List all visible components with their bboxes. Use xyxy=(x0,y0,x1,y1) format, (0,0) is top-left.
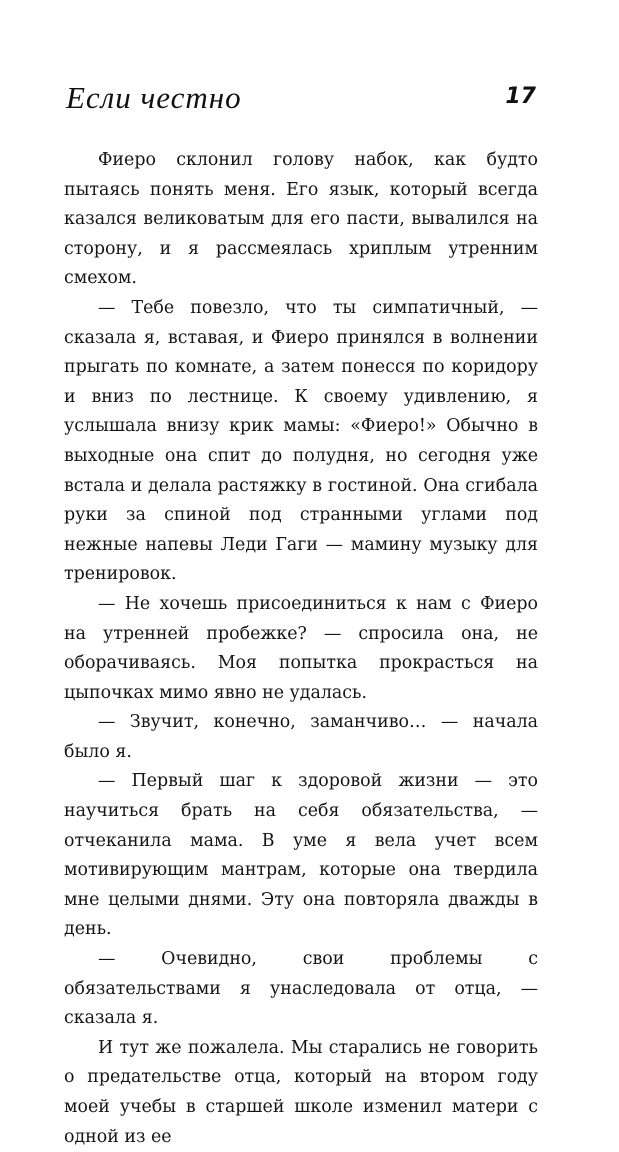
running-title: Если честно xyxy=(66,80,242,115)
paragraph: — Тебе повезло, что ты симпатичный, — сказала я, вставая, и Фиеро принялся в волнении прыгать по комнате, а затем понесся по коридору и вниз по лестнице. К своему удивлению, я услышала внизу крик мамы: «Фиеро!» Обычно в выходные она спит до полудня, но сегодня уже встала и делала растяжку в гостиной. Она сгибала руки за спиной под странными углами под нежные напевы Леди Гаги — мамину музыку для тренировок. xyxy=(64,297,538,585)
paragraph: И тут же пожалела. Мы старались не говорить о предательстве отца, который на втором году моей учебы в старшей школе изменил матери с одной из ее xyxy=(64,1037,538,1147)
paragraph: — Очевидно, свои проблемы с обязательствами я унаследовала от отца, — сказала я. xyxy=(64,949,538,1029)
page-header xyxy=(66,78,536,128)
paragraph: — Не хочешь присоединиться к нам с Фиеро на утренней пробежке? — спросила она, не оборачиваясь. Моя попытка прокрасться на цыпочках мимо явно не удалась. xyxy=(64,593,538,703)
page-number: 17 xyxy=(505,84,536,109)
paragraph: — Звучит, конечно, заманчиво… — начала было я. xyxy=(64,712,538,762)
paragraph: — Первый шаг к здоровой жизни — это научиться брать на себя обязательства, — отчеканила мама. В уме я вела учет всем мотивирующим мантрам, которые она твердила мне целыми днями. Эту она повторяла дважды в день. xyxy=(64,771,538,940)
body-text xyxy=(64,146,538,1152)
paragraph: Фиеро склонил голову набок, как будто пытаясь понять меня. Его язык, который всегда казался великоватым для его пасти, вывалился на сторону, и я рассмеялась хриплым утренним смехом. xyxy=(64,150,538,289)
